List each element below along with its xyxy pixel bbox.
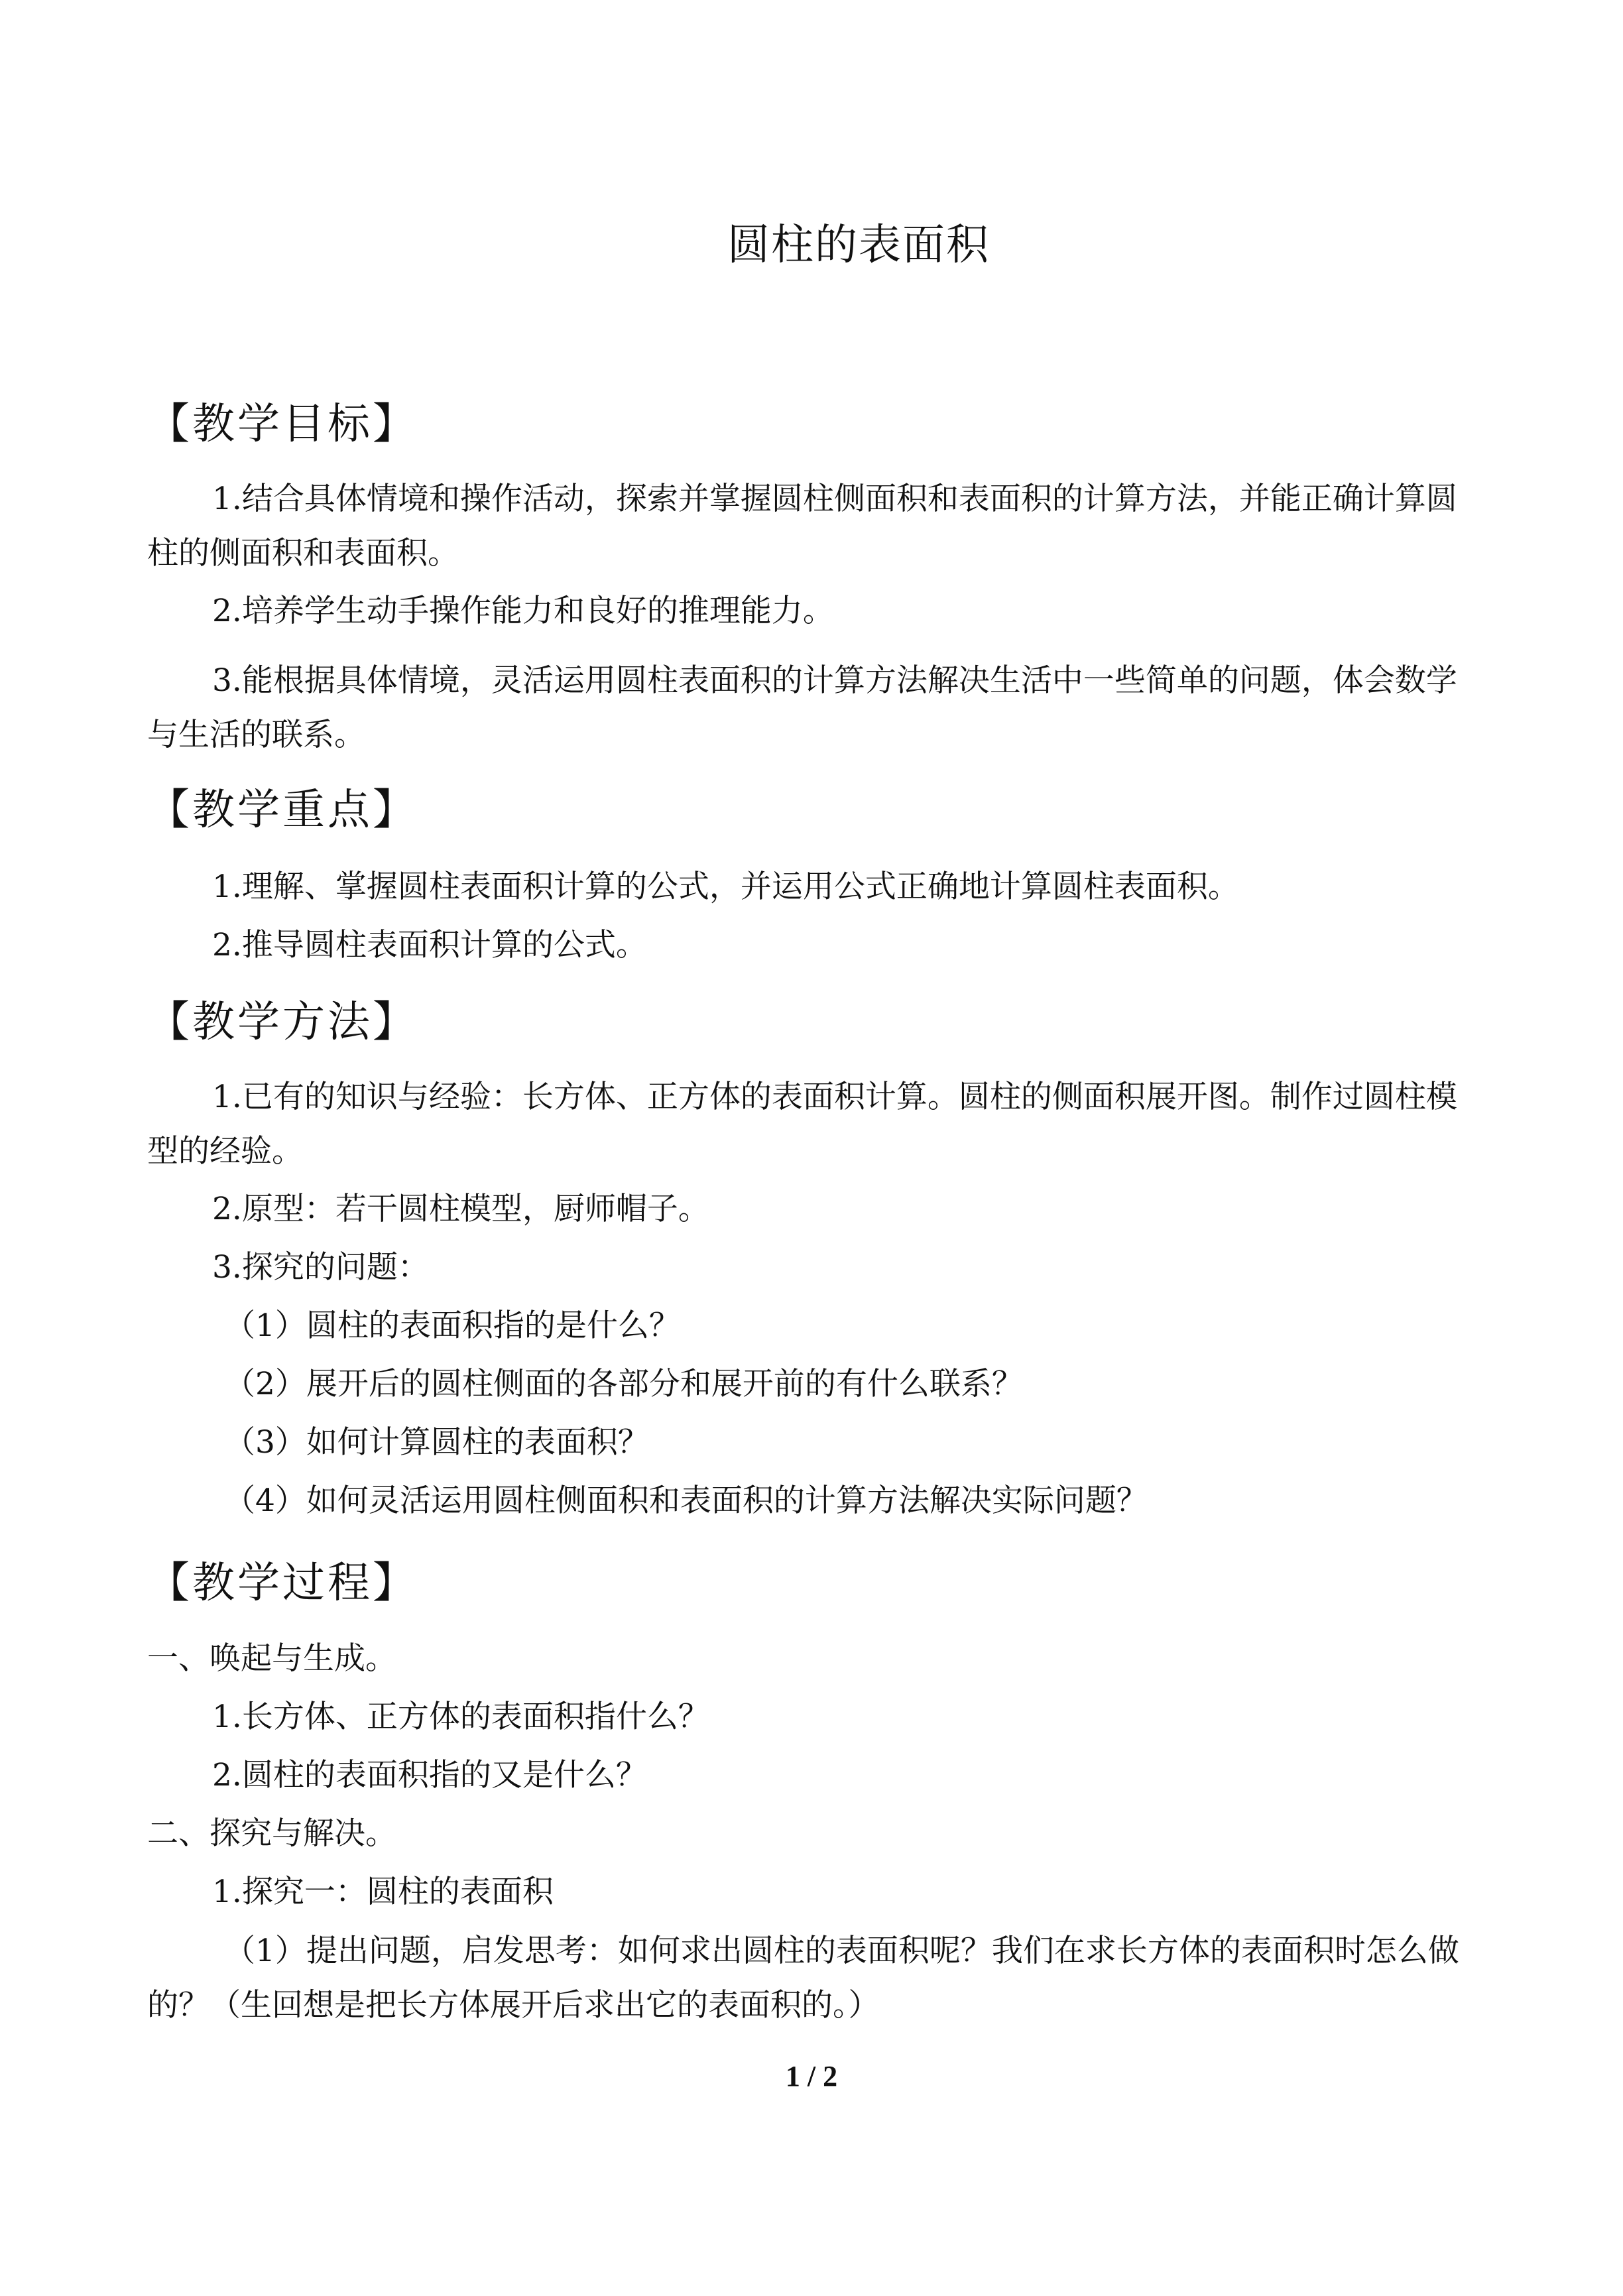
process-part-1: 一、唤起与生成。 [147, 1640, 396, 1677]
objective-item-3: 3.能根据具体情境，灵活运用圆柱表面积的计算方法解决生活中一些简单的问题，体会数学与生活的联系。 [147, 662, 1457, 753]
process-part-1-item-1: 1.长方体、正方体的表面积指什么？ [212, 1699, 709, 1735]
heading-process: 【教学过程】 [147, 1559, 418, 1608]
key-point-item-1: 1.理解、掌握圆柱表面积计算的公式，并运用公式正确地计算圆柱表面积。 [212, 869, 1239, 905]
heading-key-points: 【教学重点】 [147, 786, 418, 835]
method-item-3: 3.探究的问题： [212, 1249, 429, 1286]
process-part-2-item-1: 1.探究一：圆柱的表面积 [212, 1874, 554, 1910]
method-item-1: 1.已有的知识与经验：长方体、正方体的表面积计算。圆柱的侧面积展开图。制作过圆柱模型的经验。 [147, 1079, 1457, 1170]
page-number: 1 / 2 [785, 2060, 838, 2092]
process-part-1-item-2: 2.圆柱的表面积指的又是什么？ [212, 1757, 647, 1793]
method-question-3: （3）如何计算圆柱的表面积？ [224, 1424, 649, 1461]
heading-objectives: 【教学目标】 [147, 400, 418, 449]
method-question-1: （1）圆柱的表面积指的是什么？ [224, 1307, 680, 1344]
objective-item-1: 1.结合具体情境和操作活动，探索并掌握圆柱侧面积和表面积的计算方法，并能正确计算圆柱的侧面积和表面积。 [147, 481, 1457, 572]
page-title: 圆柱的表面积 [727, 221, 990, 270]
method-question-2: （2）展开后的圆柱侧面的各部分和展开前的有什么联系？ [224, 1366, 1023, 1402]
method-question-4: （4）如何灵活运用圆柱侧面积和表面积的计算方法解决实际问题？ [224, 1482, 1148, 1519]
objective-item-2: 2.培养学生动手操作能力和良好的推理能力。 [212, 593, 834, 629]
heading-methods: 【教学方法】 [147, 998, 418, 1047]
method-item-2: 2.原型：若干圆柱模型，厨师帽子。 [212, 1191, 709, 1227]
process-part-2: 二、探究与解决。 [147, 1815, 396, 1852]
key-point-item-2: 2.推导圆柱表面积计算的公式。 [212, 927, 647, 963]
process-part-2-sub-1: （1）提出问题，启发思考：如何求出圆柱的表面积呢？我们在求长方体的表面积时怎么做的？（生回想是把长方体展开后求出它的表面积的。） [147, 1933, 1459, 2024]
